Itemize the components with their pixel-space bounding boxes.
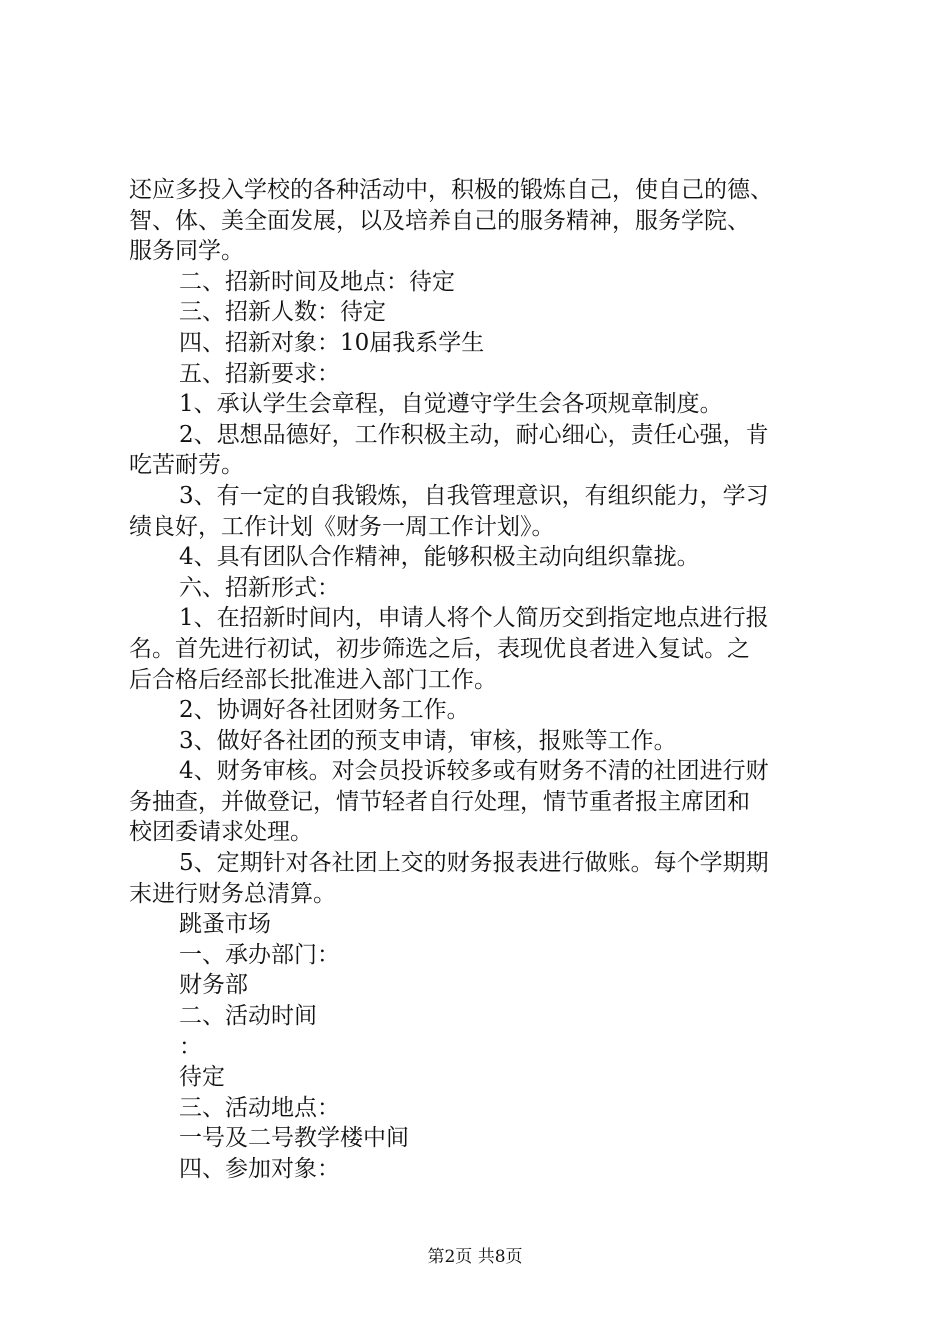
text-line: 二、活动时间 (179, 1003, 317, 1030)
text-line: 三、活动地点： (179, 1094, 340, 1121)
text-line: 跳蚤市场 (179, 911, 271, 938)
text-line: 3、有一定的自我锻炼，自我管理意识，有组织能力，学习 (179, 482, 769, 509)
text-line: 校团委请求处理。 (129, 819, 313, 846)
document-body (129, 175, 834, 1185)
text-line: 服务同学。 (129, 238, 244, 265)
text-line: 末进行财务总清算。 (129, 880, 336, 907)
text-line: 绩良好，工作计划《财务一周工作计划》。 (129, 513, 555, 540)
text-line: 2、协调好各社团财务工作。 (179, 697, 470, 724)
text-line: 待定 (179, 1064, 225, 1091)
text-line: 1、在招新时间内，申请人将个人简历交到指定地点进行报 (179, 605, 769, 632)
text-line: 四、招新对象：10届我系学生 (179, 329, 485, 356)
text-line: ： (179, 1033, 202, 1060)
text-line: 四、参加对象： (179, 1156, 340, 1182)
text-line: 4、财务审核。对会员投诉较多或有财务不清的社团进行财 (179, 758, 769, 785)
text-line: 吃苦耐劳。 (129, 452, 244, 479)
text-line: 二、招新时间及地点：待定 (179, 268, 455, 295)
text-line: 5、定期针对各社团上交的财务报表进行做账。每个学期期 (179, 850, 769, 877)
text-line: 一号及二号教学楼中间 (179, 1125, 409, 1152)
text-line: 财务部 (179, 972, 248, 999)
text-line: 还应多投入学校的各种活动中，积极的锻炼自己，使自己的德、 (129, 177, 773, 203)
text-line: 五、招新要求： (179, 360, 340, 387)
text-line: 3、做好各社团的预支申请，审核，报账等工作。 (179, 727, 677, 754)
text-line: 六、招新形式： (179, 574, 340, 601)
text-line: 1、承认学生会章程，自觉遵守学生会各项规章制度。 (179, 391, 723, 418)
text-line: 智、体、美全面发展，以及培养自己的服务精神，服务学院、 (129, 207, 750, 234)
text-line: 4、具有团队合作精神，能够积极主动向组织靠拢。 (179, 544, 700, 571)
text-line: 一、承办部门： (179, 941, 340, 968)
text-line: 名。首先进行初试，初步筛选之后，表现优良者进入复试。之 (129, 635, 750, 662)
text-line: 三、招新人数：待定 (179, 299, 386, 326)
text-line: 务抽查，并做登记，情节轻者自行处理，情节重者报主席团和 (129, 788, 750, 815)
text-line: 2、思想品德好，工作积极主动，耐心细心，责任心强，肯 (179, 421, 769, 448)
text-line: 后合格后经部长批准进入部门工作。 (129, 666, 497, 693)
page-footer: 第2页 共8页 (427, 1247, 523, 1267)
